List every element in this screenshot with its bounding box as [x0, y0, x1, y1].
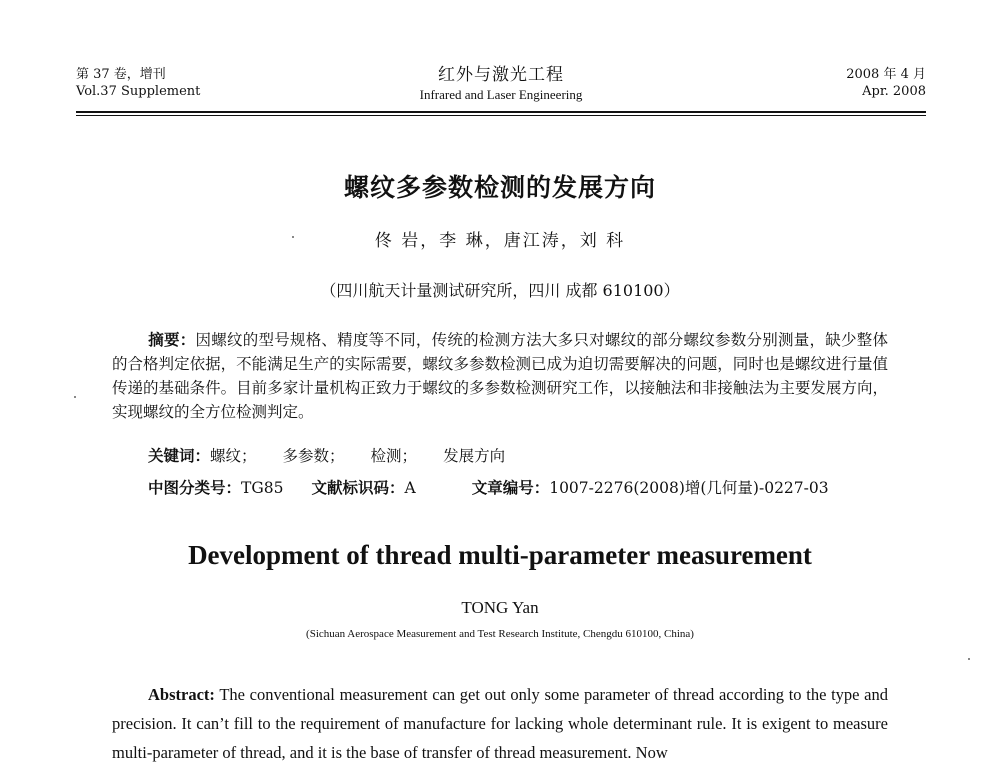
header-rule-thick — [76, 111, 926, 113]
keyword: 螺纹； — [210, 447, 257, 465]
doc-code-value: A — [404, 479, 416, 497]
paper-title-cn: 螺纹多参数检测的发展方向 — [343, 173, 656, 202]
affiliation-cn: （四川航天计量测试研究所，四川 成都 610100） — [320, 281, 680, 300]
authors-cn: 佟 岩，李 琳，唐江涛，刘 科 — [374, 231, 626, 251]
abstract-en-label: Abstract: — [148, 685, 215, 704]
abstract-cn-label: 摘要： — [148, 331, 196, 349]
classification-line — [148, 476, 829, 500]
abstract-cn — [112, 328, 888, 424]
abstract-en — [112, 680, 888, 767]
keywords-cn — [148, 444, 505, 468]
issue-date-cn: 2008 年 4 月 — [846, 67, 926, 82]
journal-name-cn: 红外与激光工程 — [438, 65, 564, 85]
journal-name — [76, 66, 926, 104]
clc-value: TG85 — [241, 479, 284, 497]
keyword: 检测； — [370, 447, 418, 465]
journal-name-en: Infrared and Laser Engineering — [419, 87, 583, 102]
header-rule-thin — [76, 115, 926, 116]
keyword: 发展方向 — [443, 447, 506, 465]
article-no-label: 文章编号： — [471, 479, 550, 497]
issue-date-en: Apr. 2008 — [862, 84, 926, 99]
issue-date — [846, 66, 926, 100]
scan-speck — [74, 396, 76, 398]
article-no-value: 1007-2276(2008)增(几何量)-0227-03 — [549, 479, 829, 497]
affiliation-en: (Sichuan Aerospace Measurement and Test Research Institute, Chengdu 610100, China) — [306, 628, 694, 640]
abstract-en-text: The conventional measurement can get out only some parameter of thread according to the type and precision. It can’t fill to the requirement of manufacture for lacking whole determinant rule. It is exigent to measure multi-parameter of thread, and it is the base of transfer of thread measurement. Now — [112, 685, 889, 762]
scan-speck — [968, 658, 970, 660]
volume-en: Vol.37 Supplement — [76, 84, 201, 99]
author-en: TONG Yan — [461, 598, 539, 617]
scan-speck — [292, 236, 294, 238]
abstract-cn-text: 因螺纹的型号规格、精度等不同，传统的检测方法大多只对螺纹的部分螺纹参数分别测量，缺少整体的合格判定依据，不能满足生产的实际需要，螺纹多参数检测已成为迫切需要解决的问题，同时也是螺纹进行量值传递的基础条件。目前多家计量机构正致力于螺纹的多参数检测研究工作，以接触法和非接触法为主要发展方向，实现螺纹的全方位检测判定。 — [112, 331, 888, 421]
doc-code-label: 文献标识码： — [311, 479, 405, 497]
paper-title-en: Development of thread multi-parameter measurement — [188, 540, 812, 570]
keyword: 多参数； — [282, 447, 345, 465]
volume-cn: 第 37 卷，增刊 — [76, 67, 166, 82]
clc-label: 中图分类号： — [148, 479, 242, 497]
keywords-label: 关键词： — [148, 447, 211, 465]
running-header — [76, 66, 926, 116]
